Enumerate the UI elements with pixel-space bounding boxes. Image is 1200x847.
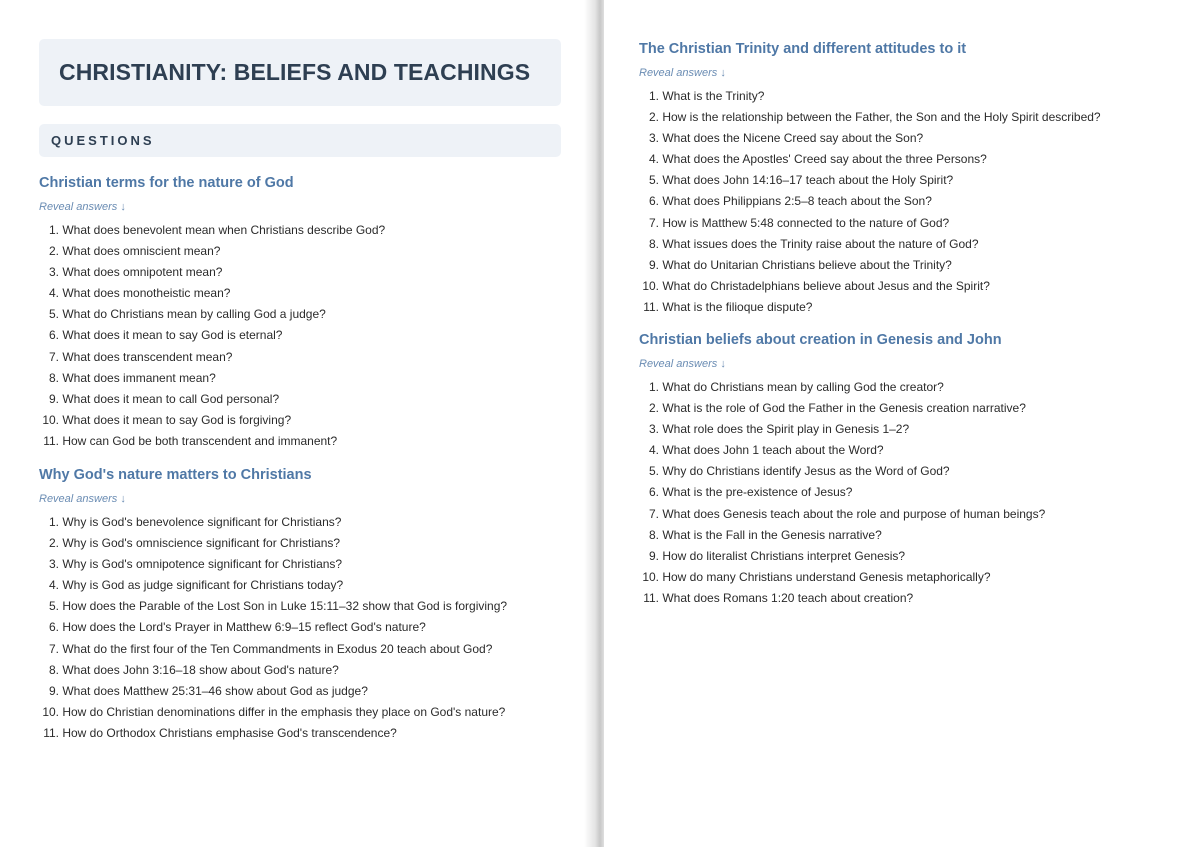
question-item (39, 660, 507, 681)
question-text: What does it mean to say God is eternal? (62, 328, 283, 343)
question-number: 7. (48, 349, 59, 364)
section-heading: Why God's nature matters to Christians (39, 467, 312, 483)
question-text: Why is God's benevolence significant for Christians? (62, 515, 342, 529)
question-text: What does immanent mean? (62, 370, 216, 385)
question-text: How is Matthew 5:48 connected to the nature of God? (662, 215, 950, 230)
question-number: 7. (48, 641, 59, 656)
reveal-answers-label: Reveal answers (639, 67, 718, 79)
question-item (39, 220, 385, 241)
questions-banner (39, 124, 561, 157)
question-number: 3. (48, 557, 59, 572)
question-text: How do many Christians understand Genesis metaphorically? (662, 569, 991, 584)
question-text: How does the Lord's Prayer in Matthew 6:9–15 reflect God's nature? (62, 620, 426, 635)
question-number: 5. (48, 307, 59, 322)
question-item (639, 213, 1101, 234)
question-text: What do Christadelphians believe about Jesus and the Spirit? (662, 278, 990, 293)
question-text: What is the filioque dispute? (662, 299, 813, 314)
question-number: 6. (648, 194, 659, 209)
question-item (639, 191, 1101, 212)
question-item (639, 588, 1045, 609)
question-item (39, 533, 507, 554)
reveal-answers-label: Reveal answers (39, 201, 118, 213)
question-text: How is the relationship between the Father, the Son and the Holy Spirit described? (662, 110, 1101, 125)
question-text: What does the Apostles' Creed say about the three Persons? (662, 152, 987, 167)
section-nature-of-god (39, 174, 385, 452)
question-item (39, 554, 507, 575)
question-item (639, 567, 1045, 588)
question-text: What does Matthew 25:31–46 show about God as judge? (62, 683, 368, 698)
question-item (639, 149, 1101, 170)
question-item (639, 297, 1101, 318)
page-title: CHRISTIANITY: BELIEFS AND TEACHINGS (59, 59, 531, 85)
reveal-answers-label: Reveal answers (39, 493, 118, 505)
question-text: What is the Trinity? (662, 89, 765, 103)
question-text: Why do Christians identify Jesus as the Word of God? (662, 464, 950, 479)
question-number: 8. (648, 527, 659, 542)
question-item (39, 304, 385, 325)
question-item (639, 525, 1045, 546)
question-number: 2. (648, 401, 659, 416)
question-number: 5. (648, 464, 659, 479)
question-item (639, 440, 1045, 461)
question-text: How can God be both transcendent and immanent? (62, 433, 338, 448)
question-text: What role does the Spirit play in Genesis 1–2? (662, 422, 910, 437)
question-number: 1. (48, 223, 59, 237)
question-item (639, 276, 1101, 297)
question-text: Why is God as judge significant for Christians today? (62, 578, 344, 593)
question-number: 8. (648, 236, 659, 251)
question-text: What do Christians mean by calling God the creator? (662, 380, 944, 394)
question-number: 8. (48, 370, 59, 385)
question-number: 11. (43, 725, 59, 740)
section-heading: Christian terms for the nature of God (39, 175, 294, 191)
question-number: 2. (48, 536, 59, 551)
question-text: What is the pre-existence of Jesus? (662, 485, 853, 500)
question-number: 6. (48, 328, 59, 343)
question-item (39, 596, 507, 617)
section-trinity (639, 40, 1101, 318)
question-item (639, 128, 1101, 149)
question-number: 4. (648, 443, 659, 458)
question-text: Why is God's omniscience significant for Christians? (62, 536, 341, 551)
question-text: How do Orthodox Christians emphasise God's transcendence? (62, 725, 397, 740)
question-number: 9. (48, 391, 59, 406)
question-item (39, 325, 385, 346)
question-number: 7. (648, 215, 659, 230)
question-text: What does omnipotent mean? (62, 265, 223, 280)
questions-heading: QUESTIONS (51, 133, 155, 148)
question-text: What does it mean to call God personal? (62, 391, 280, 406)
question-list (39, 220, 385, 452)
question-text: What does Genesis teach about the role and purpose of human beings? (662, 506, 1046, 521)
question-text: What is the role of God the Father in the Genesis creation narrative? (662, 401, 1026, 416)
question-item (639, 255, 1101, 276)
question-number: 11. (43, 433, 59, 448)
question-text: What do Christians mean by calling God a judge? (62, 307, 326, 322)
question-number: 11. (643, 299, 659, 314)
question-number: 2. (648, 110, 659, 125)
question-item (639, 86, 1101, 107)
right-page (604, 0, 1200, 847)
question-text: How does the Parable of the Lost Son in Luke 15:11–32 show that God is forgiving? (62, 599, 508, 614)
question-number: 6. (648, 485, 659, 500)
reveal-answers-link[interactable] (639, 357, 1045, 371)
question-text: How do literalist Christians interpret Genesis? (662, 548, 906, 563)
question-number: 1. (648, 89, 659, 103)
question-number: 9. (48, 683, 59, 698)
question-number: 8. (48, 662, 59, 677)
section-heading: Christian beliefs about creation in Genesis and John (639, 332, 1002, 348)
question-item (39, 702, 507, 723)
question-number: 4. (48, 286, 59, 301)
question-item (39, 723, 507, 744)
question-number: 1. (648, 380, 659, 394)
question-text: What does omniscient mean? (62, 244, 221, 259)
question-text: What does John 3:16–18 show about God's nature? (62, 662, 339, 677)
question-number: 3. (48, 265, 59, 280)
section-creation (639, 331, 1045, 609)
question-text: What does monotheistic mean? (62, 286, 231, 301)
question-item (639, 107, 1101, 128)
question-list (639, 377, 1045, 609)
question-number: 10. (642, 278, 659, 293)
question-number: 7. (648, 506, 659, 521)
question-number: 5. (648, 173, 659, 188)
reveal-answers-link[interactable] (39, 492, 507, 506)
question-item (39, 512, 507, 533)
question-text: What does Romans 1:20 teach about creation? (662, 590, 914, 605)
question-number: 10. (642, 569, 659, 584)
reveal-answers-link[interactable] (639, 66, 1101, 80)
question-text: What does benevolent mean when Christians describe God? (62, 223, 386, 237)
question-item (639, 482, 1045, 503)
question-number: 11. (643, 590, 659, 605)
question-item (639, 546, 1045, 567)
arrow-down-icon: ↓ (720, 358, 726, 370)
question-number: 4. (648, 152, 659, 167)
question-item (639, 170, 1101, 191)
question-text: What issues does the Trinity raise about the nature of God? (662, 236, 979, 251)
question-text: What does transcendent mean? (62, 349, 233, 364)
question-text: What is the Fall in the Genesis narrative? (662, 527, 882, 542)
question-list (639, 86, 1101, 318)
arrow-down-icon: ↓ (720, 67, 726, 79)
question-item (39, 617, 507, 638)
question-text: What does it mean to say God is forgiving? (62, 412, 292, 427)
question-number: 2. (48, 244, 59, 259)
question-item (39, 347, 385, 368)
question-number: 9. (648, 548, 659, 563)
section-heading: The Christian Trinity and different attitudes to it (639, 41, 967, 57)
question-list (39, 512, 507, 744)
question-number: 4. (48, 578, 59, 593)
question-item (39, 410, 385, 431)
question-text: What does John 14:16–17 teach about the Holy Spirit? (662, 173, 954, 188)
question-item (639, 398, 1045, 419)
question-number: 6. (48, 620, 59, 635)
question-text: What does Philippians 2:5–8 teach about the Son? (662, 194, 932, 209)
question-item (639, 504, 1045, 525)
reveal-answers-link[interactable] (39, 200, 385, 214)
question-item (39, 389, 385, 410)
question-text: What does John 1 teach about the Word? (662, 443, 884, 458)
section-why-nature-matters (39, 466, 507, 744)
question-text: How do Christian denominations differ in the emphasis they place on God's nature? (62, 704, 506, 719)
question-item (39, 575, 507, 596)
question-item (39, 639, 507, 660)
question-number: 1. (48, 515, 59, 529)
question-item (39, 262, 385, 283)
question-item (39, 368, 385, 389)
question-item (639, 461, 1045, 482)
question-number: 3. (648, 422, 659, 437)
question-number: 10. (42, 704, 59, 719)
question-item (39, 681, 507, 702)
question-item (639, 419, 1045, 440)
reveal-answers-label: Reveal answers (639, 358, 718, 370)
question-number: 10. (42, 412, 59, 427)
left-page (0, 0, 596, 847)
arrow-down-icon: ↓ (120, 493, 126, 505)
question-number: 5. (48, 599, 59, 614)
arrow-down-icon: ↓ (120, 201, 126, 213)
question-item (39, 431, 385, 452)
title-banner (39, 39, 561, 106)
question-number: 9. (648, 257, 659, 272)
question-text: Why is God's omnipotence significant for Christians? (62, 557, 343, 572)
question-text: What do Unitarian Christians believe about the Trinity? (662, 257, 952, 272)
question-item (639, 234, 1101, 255)
question-number: 3. (648, 131, 659, 146)
question-item (39, 241, 385, 262)
question-item (39, 283, 385, 304)
question-text: What do the first four of the Ten Commandments in Exodus 20 teach about God? (62, 641, 493, 656)
question-text: What does the Nicene Creed say about the Son? (662, 131, 924, 146)
question-item (639, 377, 1045, 398)
